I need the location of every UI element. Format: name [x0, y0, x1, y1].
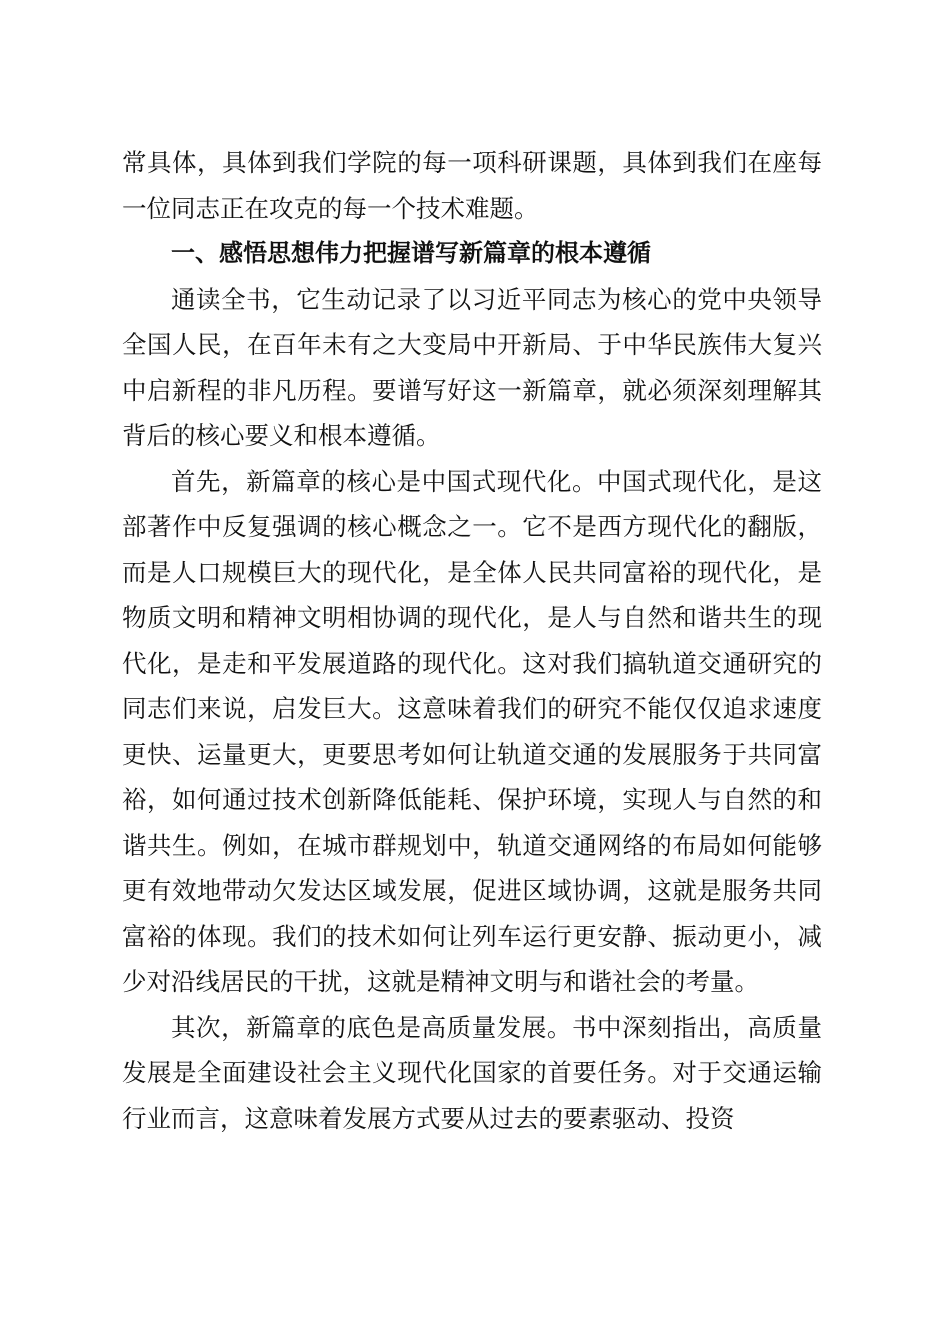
- section-heading: 一、感悟思想伟力把握谱写新篇章的根本遵循: [171, 239, 651, 267]
- body-paragraph-first-point: 首先，新篇章的核心是中国式现代化。中国式现代化，是这部著作中反复强调的核心概念之一。它不是西方现代化的翻版，而是人口规模巨大的现代化，是全体人民共同富裕的现代化，是物质文明和精神文明相协调的现代化，是人与自然和谐共生的现代化，是走和平发展道路的现代化。这对我们搞轨道交通研究的同志们来说，启发巨大。这意味着我们的研究不能仅仅追求速度更快、运量更大，更要思考如何让轨道交通的发展服务于共同富裕，如何通过技术创新降低能耗、保护环境，实现人与自然的和谐共生。例如，在城市群规划中，轨道交通网络的布局如何能够更有效地带动欠发达区域发展，促进区域协调，这就是服务共同富裕的体现。我们的技术如何让列车运行更安静、振动更小，减少对沿线居民的干扰，这就是精神文明与和谐社会的考量。: [122, 466, 822, 996]
- body-paragraph-intro: 通读全书，它生动记录了以习近平同志为核心的党中央领导全国人民，在百年未有之大变局中开新局、于中华民族伟大复兴中启新程的非凡历程。要谱写好这一新篇章，就必须深刻理解其背后的核心要义和根本遵循。: [122, 284, 822, 450]
- document-body: [122, 140, 822, 1141]
- body-paragraph-second-point: 其次，新篇章的底色是高质量发展。书中深刻指出，高质量发展是全面建设社会主义现代化国家的首要任务。对于交通运输行业而言，这意味着发展方式要从过去的要素驱动、投资: [122, 1012, 822, 1133]
- continuation-paragraph: 常具体，具体到我们学院的每一项科研课题，具体到我们在座每一位同志正在攻克的每一个技术难题。: [122, 148, 822, 223]
